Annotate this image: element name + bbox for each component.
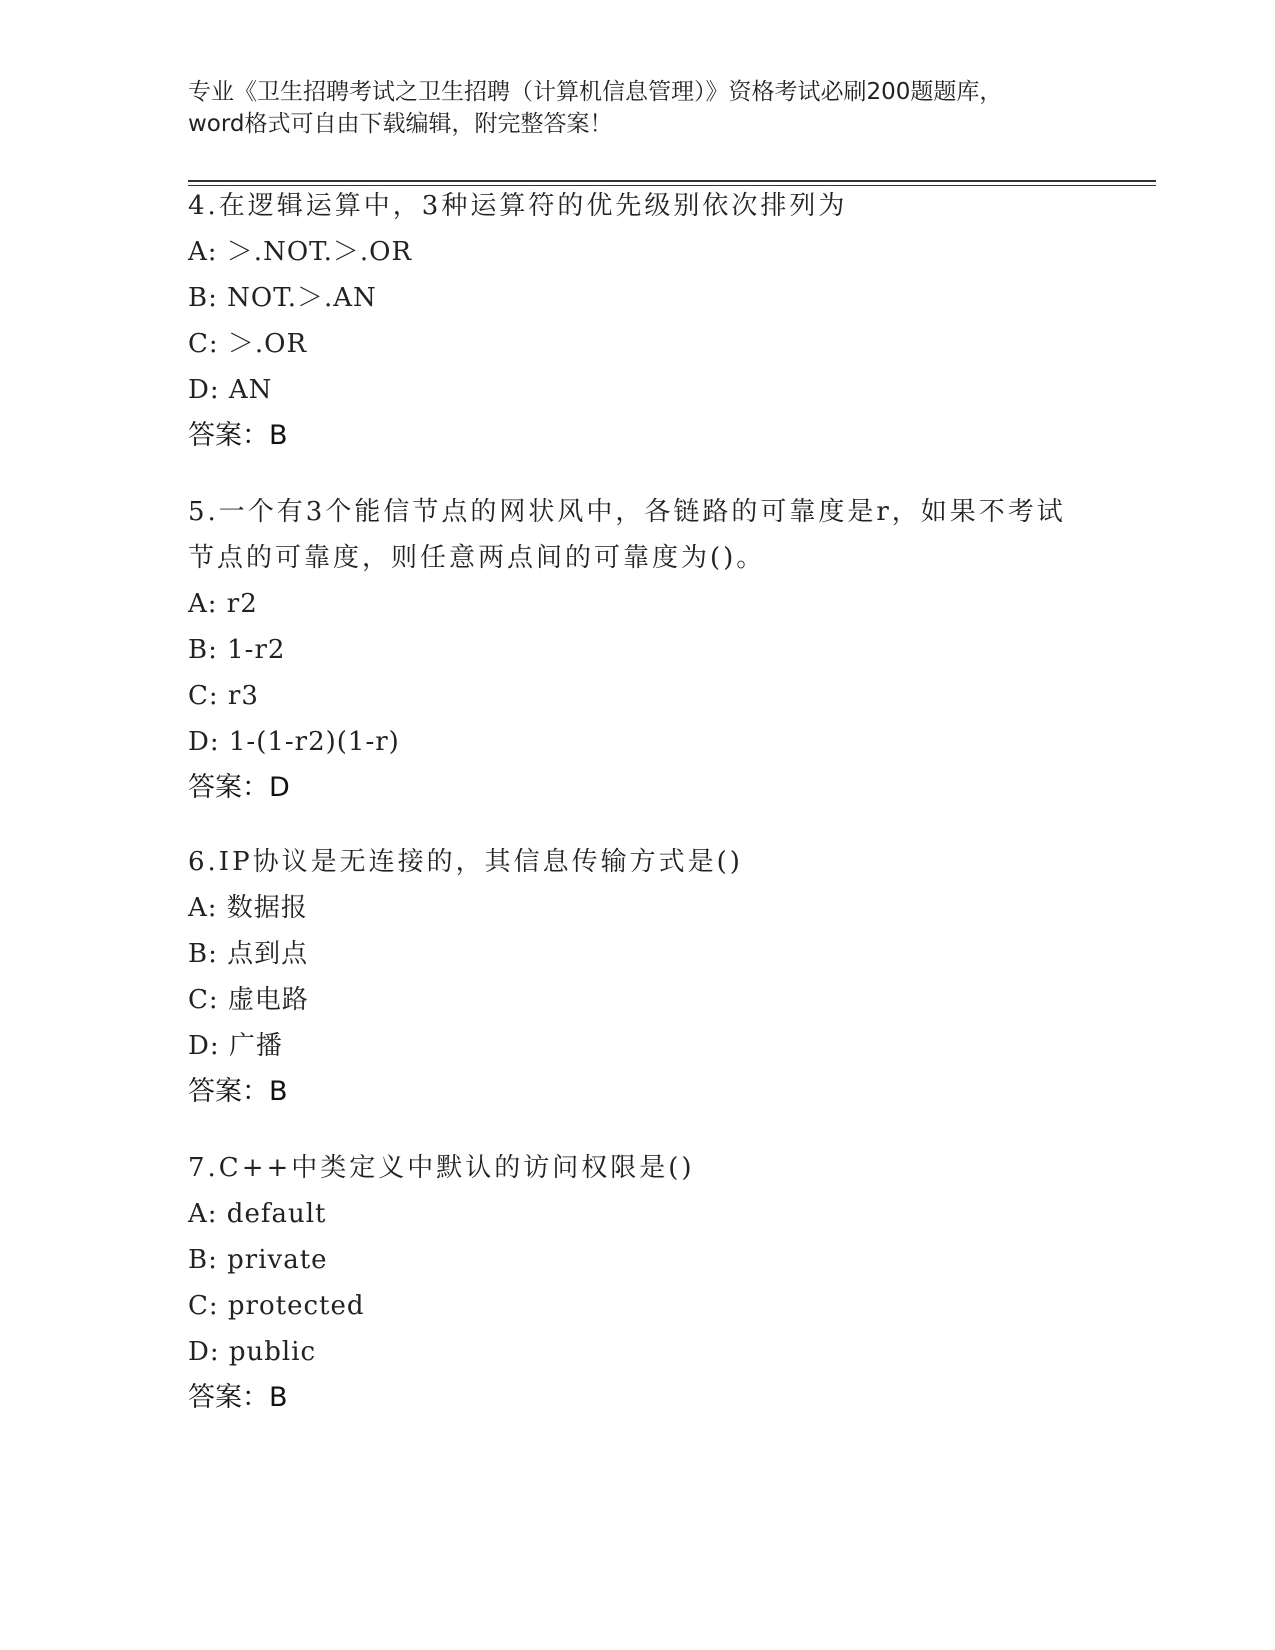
option-b: B: private bbox=[188, 1245, 328, 1275]
option-c: C: 虚电路 bbox=[188, 985, 309, 1015]
document-header bbox=[188, 76, 1088, 140]
option-a: A: default bbox=[188, 1199, 327, 1229]
option-d: D: 广播 bbox=[188, 1031, 283, 1061]
option-c: C: ＞.OR bbox=[188, 329, 308, 359]
option-d: D: 1-(1-r2)(1-r) bbox=[188, 727, 400, 757]
answer-label: 答案：D bbox=[188, 772, 290, 803]
header-line-1: 专业《卫生招聘考试之卫生招聘（计算机信息管理）》资格考试必刷200题题库， bbox=[188, 79, 1003, 105]
option-d: D: AN bbox=[188, 375, 273, 405]
answer-label: 答案：B bbox=[188, 1382, 288, 1413]
option-b: B: 点到点 bbox=[188, 939, 309, 969]
option-a: A: r2 bbox=[188, 589, 258, 619]
option-c: C: protected bbox=[188, 1291, 365, 1321]
answer-label: 答案：B bbox=[188, 1076, 288, 1107]
question-4 bbox=[188, 183, 1088, 459]
option-b: B: NOT.＞.AN bbox=[188, 283, 377, 313]
header-divider-thick bbox=[188, 180, 1156, 182]
question-stem-continued: 节点的可靠度，则任意两点间的可靠度为()。 bbox=[188, 543, 766, 573]
question-7 bbox=[188, 1145, 1088, 1421]
option-a: A: ＞.NOT.＞.OR bbox=[188, 237, 413, 267]
option-c: C: r3 bbox=[188, 681, 259, 711]
option-a: A: 数据报 bbox=[188, 893, 308, 923]
question-stem: 4.在逻辑运算中，3种运算符的优先级别依次排列为 bbox=[188, 191, 848, 221]
option-b: B: 1-r2 bbox=[188, 635, 286, 665]
question-stem: 5.一个有3个能信节点的网状风中，各链路的可靠度是r，如果不考试 bbox=[188, 497, 1066, 527]
header-line-2: word格式可自由下载编辑，附完整答案！ bbox=[188, 111, 613, 137]
question-6 bbox=[188, 839, 1088, 1115]
question-stem: 7.C++中类定义中默认的访问权限是() bbox=[188, 1153, 695, 1183]
question-stem: 6.IP协议是无连接的，其信息传输方式是() bbox=[188, 847, 743, 877]
question-5 bbox=[188, 489, 1088, 811]
option-d: D: public bbox=[188, 1337, 317, 1367]
answer-label: 答案：B bbox=[188, 420, 288, 451]
